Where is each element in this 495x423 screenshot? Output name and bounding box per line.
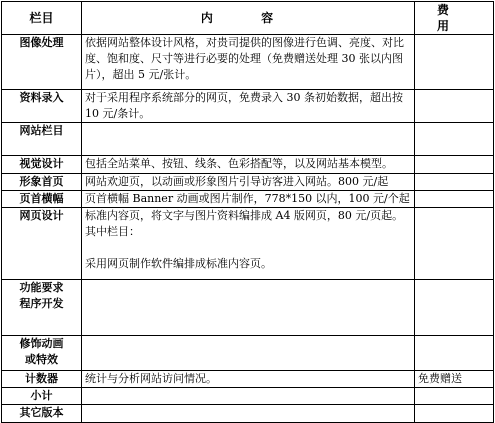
table-row bbox=[2, 156, 494, 174]
table-row bbox=[2, 371, 494, 388]
row-fee-other-versions bbox=[415, 405, 494, 423]
table-row bbox=[2, 123, 494, 156]
table-row bbox=[2, 35, 494, 90]
row-fee-counter: 免费赠送 bbox=[415, 371, 494, 388]
row-label-visual-design: 视觉设计 bbox=[2, 156, 82, 174]
row-label-animation-effects bbox=[2, 336, 82, 371]
row-fee-banner bbox=[415, 191, 494, 208]
row-content-visual-design: 包括全站菜单、按钮、线条、色彩搭配等，以及网站基本模型。 bbox=[82, 156, 415, 174]
header-fee-text: 费 用 bbox=[436, 3, 471, 33]
quotation-table bbox=[1, 1, 494, 423]
quotation-document bbox=[1, 1, 493, 419]
table-row bbox=[2, 90, 494, 123]
row-fee-web-design bbox=[415, 208, 494, 280]
table-row bbox=[2, 336, 494, 371]
label-line-1: 修饰动画 bbox=[19, 337, 64, 350]
row-fee-image-processing bbox=[415, 35, 494, 90]
table-header-row bbox=[2, 2, 494, 35]
row-content-other-versions bbox=[82, 405, 415, 423]
row-fee-visual-design bbox=[415, 156, 494, 174]
row-label-counter: 计数器 bbox=[2, 371, 82, 388]
row-content-site-columns bbox=[82, 123, 415, 156]
row-label-site-columns: 网站栏目 bbox=[2, 123, 82, 156]
row-content-image-processing: 依据网站整体设计风格，对贵司提供的图像进行色调、亮度、对比度、饱和度、尺寸等进行必要的处理（免费赠送处理 30 张以内图片），超出 5 元/张计。 bbox=[82, 35, 415, 90]
row-fee-animation-effects bbox=[415, 336, 494, 371]
header-content bbox=[82, 2, 415, 35]
row-content-functional-requirements bbox=[82, 280, 415, 336]
table-row bbox=[2, 280, 494, 336]
row-label-web-design: 网页设计 bbox=[2, 208, 82, 280]
row-label-subtotal: 小计 bbox=[2, 388, 82, 405]
row-label-splash-page: 形象首页 bbox=[2, 174, 82, 191]
header-content-text: 内 容 bbox=[200, 11, 296, 25]
header-category: 栏目 bbox=[2, 2, 82, 35]
web-design-line-2: 其中栏目： bbox=[85, 225, 140, 238]
table-row bbox=[2, 388, 494, 405]
row-content-banner: 页首横幅 Banner 动画或图片制作，778*150 以内，100 元/个起 bbox=[82, 191, 415, 208]
row-content-subtotal bbox=[82, 388, 415, 405]
row-content-web-design bbox=[82, 208, 415, 280]
label-line-2: 程序开发 bbox=[19, 297, 64, 310]
table-row bbox=[2, 174, 494, 191]
row-label-data-entry: 资料录入 bbox=[2, 90, 82, 123]
label-line-2: 或特效 bbox=[25, 353, 58, 366]
row-label-other-versions: 其它版本 bbox=[2, 405, 82, 423]
row-content-data-entry: 对于采用程序系统部分的网页，免费录入 30 条初始数据，超出按 10 元/条计。 bbox=[82, 90, 415, 123]
row-content-splash-page: 网站欢迎页，以动画或形象图片引导访客进入网站。800 元/起 bbox=[82, 174, 415, 191]
table-row bbox=[2, 191, 494, 208]
web-design-line-3: 采用网页制作软件编排成标准内容页。 bbox=[85, 257, 272, 270]
row-fee-subtotal bbox=[415, 388, 494, 405]
table-row bbox=[2, 405, 494, 423]
row-label-banner: 页首横幅 bbox=[2, 191, 82, 208]
label-line-1: 功能要求 bbox=[19, 281, 64, 294]
table-row bbox=[2, 208, 494, 280]
header-fee bbox=[415, 2, 494, 35]
row-label-image-processing: 图像处理 bbox=[2, 35, 82, 90]
row-content-animation-effects bbox=[82, 336, 415, 371]
row-fee-functional-requirements bbox=[415, 280, 494, 336]
row-fee-splash-page bbox=[415, 174, 494, 191]
row-content-counter: 统计与分析网站访问情况。 bbox=[82, 371, 415, 388]
row-label-functional-requirements bbox=[2, 280, 82, 336]
row-fee-data-entry bbox=[415, 90, 494, 123]
web-design-line-1: 标准内容页，将文字与图片资料编排成 A4 版网页，80 元/页起。 bbox=[85, 209, 404, 222]
row-fee-site-columns bbox=[415, 123, 494, 156]
web-design-spacer bbox=[85, 240, 411, 256]
